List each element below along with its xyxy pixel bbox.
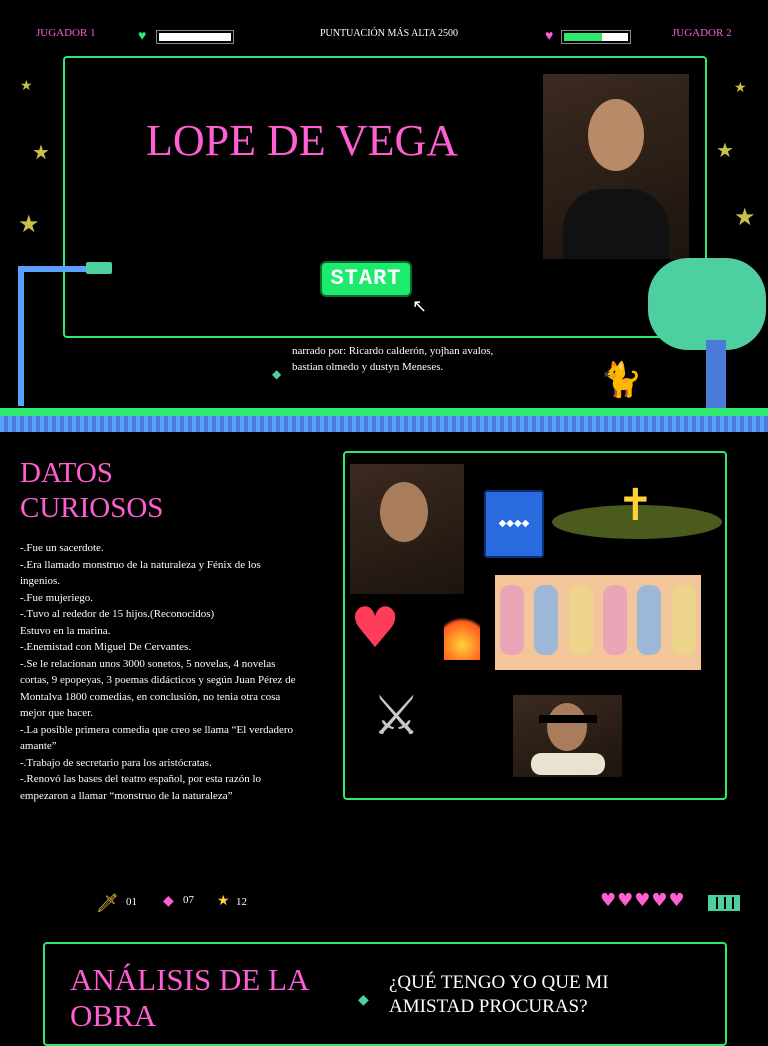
analysis-question-2: AMISTAD PROCURAS? <box>389 996 588 1017</box>
player2-health-bar <box>562 31 630 43</box>
star-icon: ★ <box>18 212 40 238</box>
star-icon: ★ <box>20 79 33 94</box>
sword-icon: 🗡 <box>96 893 119 914</box>
datos-line: -.Tuvo al rededor de 15 hijos.(Reconocidos) <box>20 608 215 620</box>
diamond-icon: ◆ <box>358 993 369 1008</box>
battery-icon <box>708 895 740 911</box>
datos-line: amante” <box>20 740 57 752</box>
analysis-heading-1: ANÁLISIS DE LA <box>70 962 310 997</box>
datos-heading-1: DATOS <box>20 457 113 489</box>
babies-image <box>495 575 701 670</box>
star-icon: ★ <box>734 81 747 96</box>
gem-count: 07 <box>183 894 194 906</box>
cervantes-image <box>513 695 622 777</box>
star-icon: ★ <box>217 893 230 909</box>
datos-line: -.Era llamado monstruo de la naturaleza y Fénix de los <box>20 558 261 571</box>
lives-hearts: ♥♥♥♥♥ <box>600 890 686 911</box>
datos-line: ingenios. <box>20 575 61 587</box>
datos-line: mejor que hacer. <box>20 707 93 719</box>
player1-label: JUGADOR 1 <box>36 27 96 39</box>
fire-icon <box>444 610 480 660</box>
datos-line: -.Fue un sacerdote. <box>20 542 104 554</box>
tree-canopy <box>648 258 766 350</box>
heart-icon: ♥ <box>545 29 554 44</box>
cross-icon: ✝ <box>617 480 654 531</box>
analysis-heading-2: OBRA <box>70 998 157 1033</box>
ground-bricks <box>0 416 768 432</box>
cat-icon: 🐈 <box>600 362 643 399</box>
sword-count: 01 <box>126 896 137 908</box>
star-count: 12 <box>236 896 247 908</box>
datos-line: -.Renovó las bases del teatro español, por esta razón lo <box>20 773 262 785</box>
datos-line: -.Trabajo de secretario para los aristócratas. <box>20 756 212 769</box>
page-title: LOPE DE VEGA <box>146 116 459 165</box>
star-icon: ★ <box>716 140 734 162</box>
book-icon: ◆◆◆◆ <box>484 490 544 558</box>
start-button[interactable]: START <box>320 261 412 297</box>
star-icon: ★ <box>734 205 756 231</box>
narrated-line-1: narrado por: Ricardo calderón, yojhan avalos, <box>292 345 494 357</box>
player2-label: JUGADOR 2 <box>672 27 732 39</box>
diamond-icon: ◆ <box>272 367 282 381</box>
datos-line: empezaron a llamar “monstruo de la naturaleza” <box>20 789 233 802</box>
star-icon: ★ <box>32 142 50 164</box>
datos-line: Montalva 1800 comedias, en conclusión, no tenia otra cosa <box>20 690 281 703</box>
portrait-image <box>543 74 689 259</box>
datos-heading-2: CURIOSOS <box>20 492 164 524</box>
lamp-arm <box>18 266 90 272</box>
high-score: PUNTUACIÓN MÁS ALTA 2500 <box>320 28 459 39</box>
datos-list <box>20 540 330 804</box>
datos-line: -.Enemistad con Miguel De Cervantes. <box>20 641 192 653</box>
tree-trunk <box>706 340 726 410</box>
datos-line: Estuvo en la marina. <box>20 624 111 637</box>
portrait-image <box>350 464 464 594</box>
datos-line: -.Fue mujeriego. <box>20 591 94 604</box>
datos-line: -.La posible primera comedia que creo se llama “El verdadero <box>20 723 294 736</box>
gem-icon: ◆ <box>163 893 174 909</box>
ground-grass <box>0 408 768 416</box>
datos-line: -.Se le relacionan unos 3000 sonetos, 5 novelas, 4 novelas <box>20 657 276 670</box>
lamp-post <box>18 272 24 406</box>
cursor-icon: ↖ <box>412 296 428 316</box>
heart-icon: ♥ <box>350 596 401 661</box>
narrated-line-2: bastian olmedo y dustyn Meneses. <box>292 361 444 373</box>
lamp-light <box>86 262 112 274</box>
analysis-question-1: ¿QUÉ TENGO YO QUE MI <box>389 972 609 993</box>
heart-icon: ♥ <box>138 29 147 44</box>
knights-fighting-icon: ⚔ <box>372 684 421 747</box>
datos-line: cortas, 9 epopeyas, 3 poemas didácticos y según Juan Pérez de <box>20 674 296 686</box>
player1-health-bar <box>157 31 233 43</box>
